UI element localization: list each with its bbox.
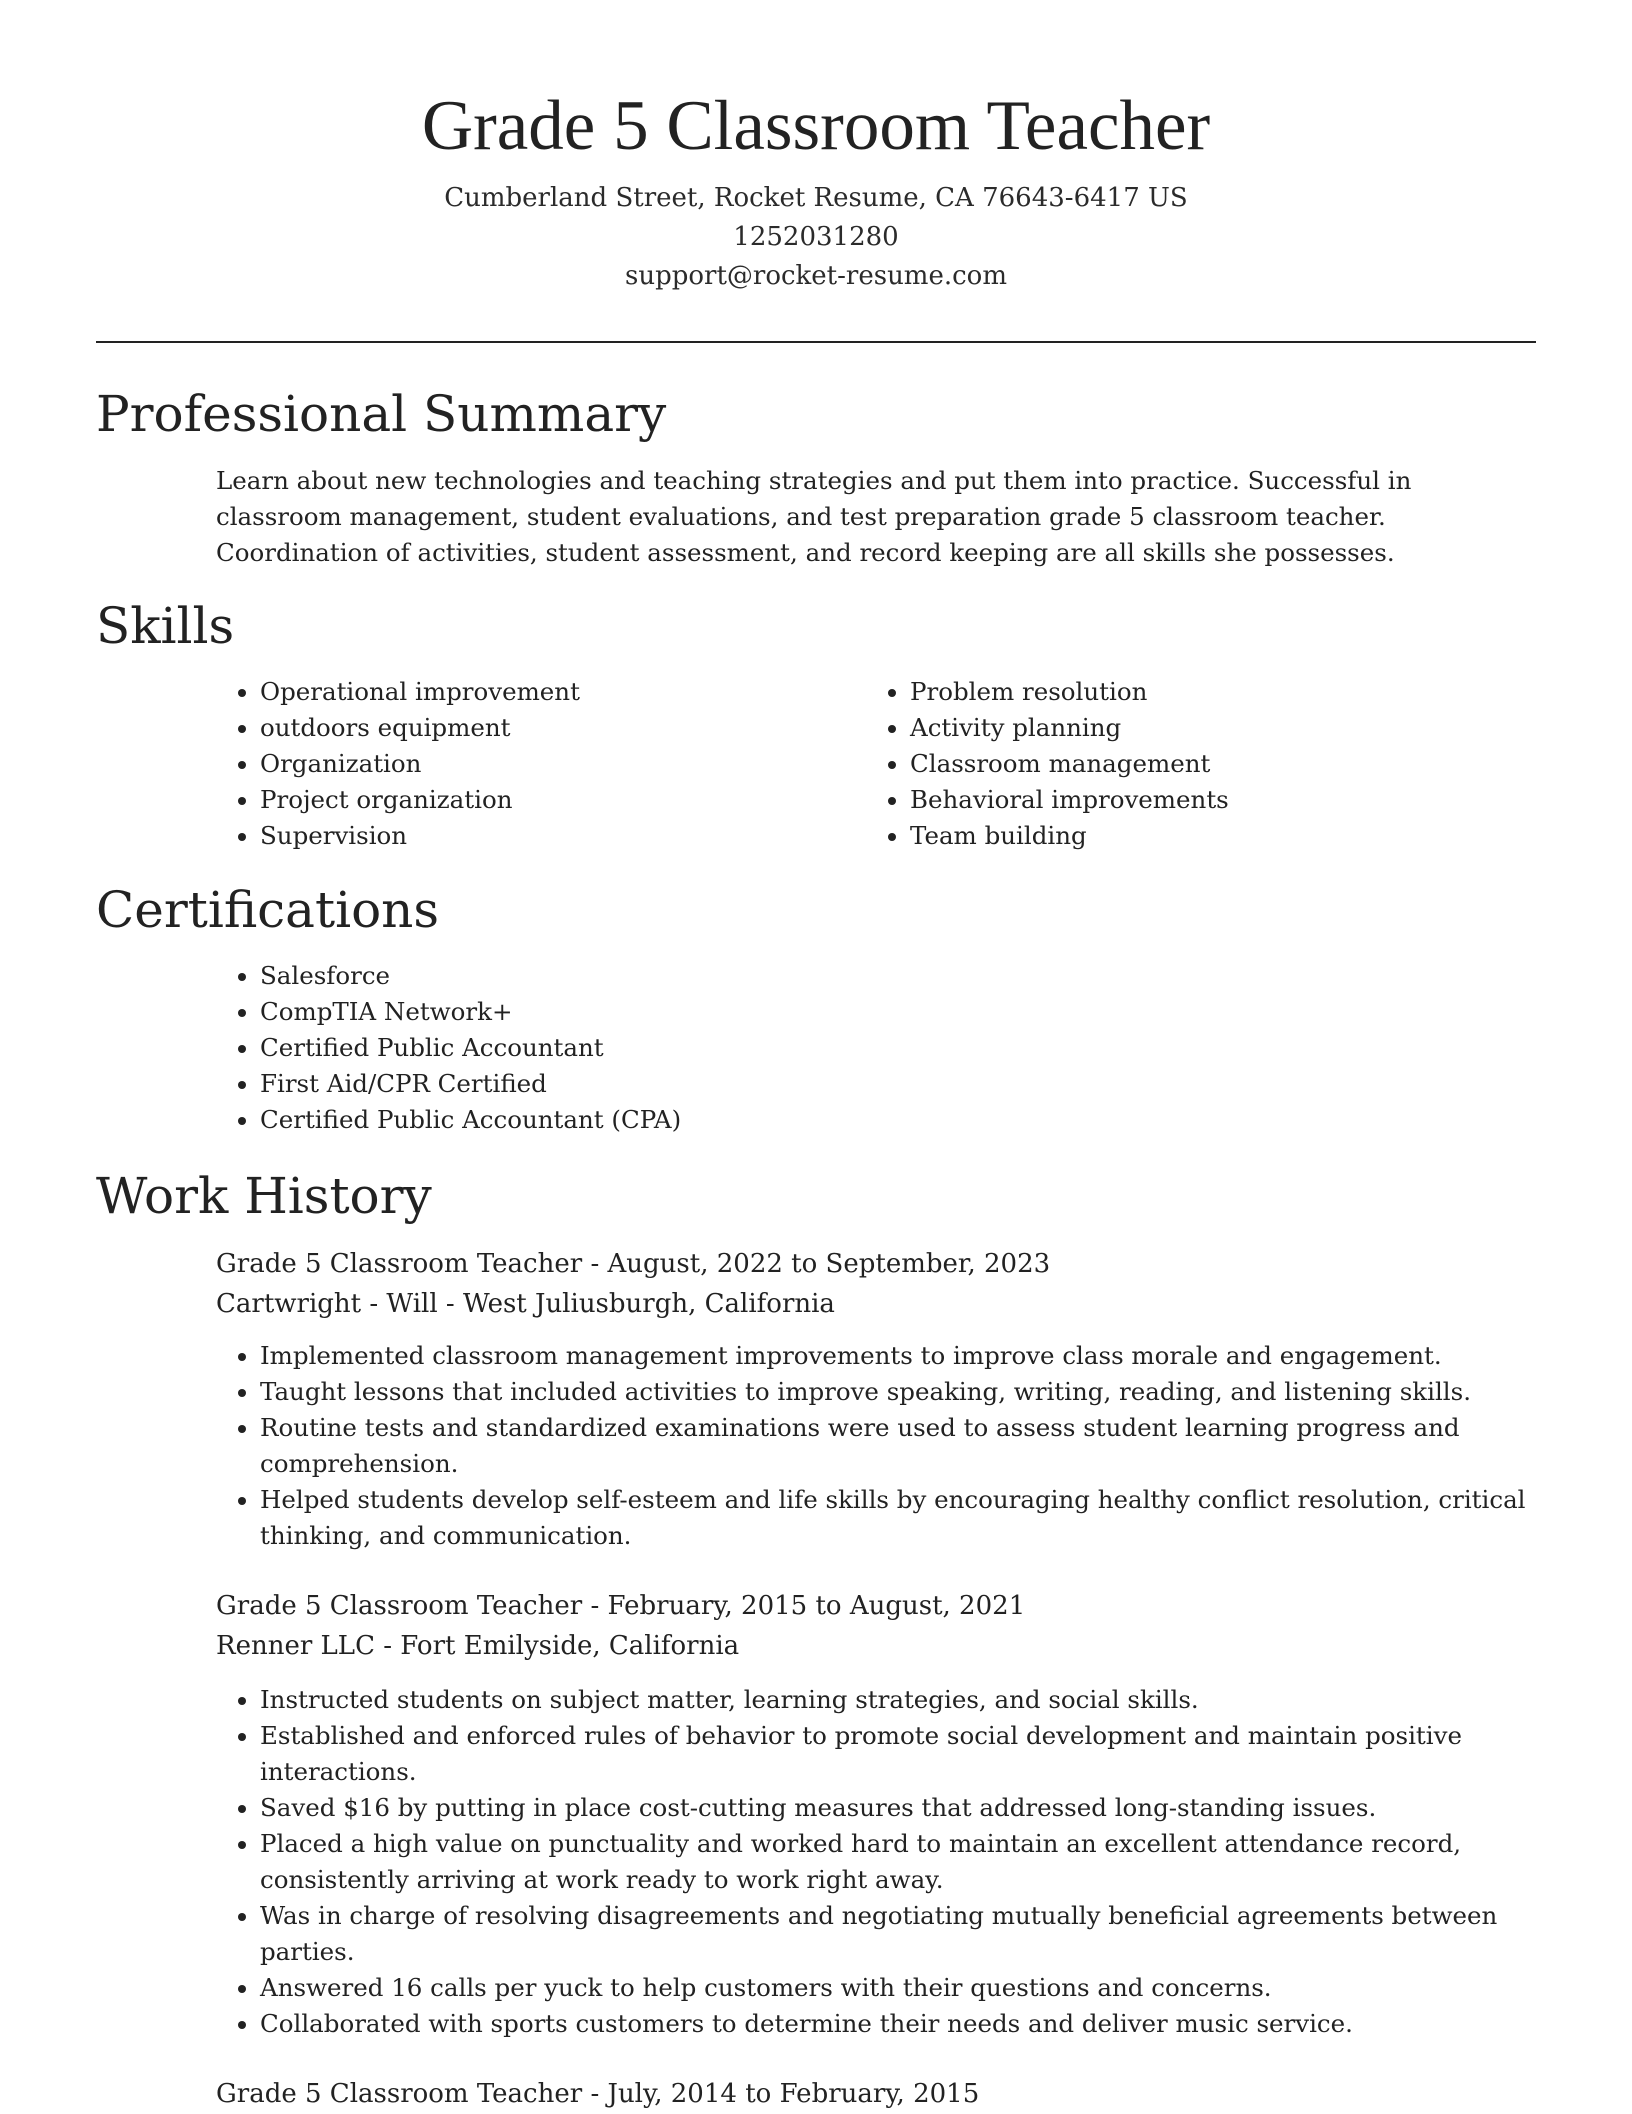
job-title-line: Grade 5 Classroom Teacher - August, 2022 to September, 2023 — [216, 1249, 1051, 1279]
certification-item: • Salesforce — [260, 958, 1260, 994]
summary-heading: Professional Summary — [96, 385, 667, 443]
work-history-heading: Work History — [96, 1167, 432, 1225]
skill-item: • Classroom management — [910, 746, 1510, 782]
job-title-line: Grade 5 Classroom Teacher - July, 2014 to February, 2015 — [216, 2079, 980, 2109]
skill-item: • Problem resolution — [910, 674, 1510, 710]
contact-email: support@rocket-resume.com — [624, 261, 1007, 291]
job-location: West Juliusburgh, California — [462, 1289, 835, 1319]
job-dates: August, 2022 to September, 2023 — [607, 1249, 1051, 1279]
job-bullets — [216, 1682, 1580, 2042]
skills-list-left — [216, 674, 860, 854]
job-bullet: • Implemented classroom management improvements to improve class morale and engagement. — [260, 1338, 1580, 1374]
candidate-name: Grade 5 Classroom Teacher — [421, 87, 1211, 165]
job-bullet: • Saved $16 by putting in place cost-cutting measures that addressed long-standing issues. — [260, 1790, 1580, 1826]
certification-item: • First Aid/CPR Certified — [260, 1066, 1260, 1102]
header-divider — [96, 341, 1536, 343]
skill-item: • Team building — [910, 818, 1510, 854]
job-bullets — [216, 1338, 1580, 1554]
job-bullet: • Collaborated with sports customers to determine their needs and deliver music service. — [260, 2006, 1580, 2042]
job-company: Cartwright - Will — [216, 1289, 438, 1319]
job-title: Grade 5 Classroom Teacher — [216, 1249, 583, 1279]
skill-item: • outdoors equipment — [260, 710, 860, 746]
resume-header — [0, 78, 1632, 296]
skill-item: • Operational improvement — [260, 674, 860, 710]
job-dates: February, 2015 to August, 2021 — [607, 1591, 1026, 1621]
skill-item: • Organization — [260, 746, 860, 782]
certifications-list — [216, 958, 1260, 1138]
job-bullet: • Taught lessons that included activities to improve speaking, writing, reading, and listening skills. — [260, 1374, 1580, 1410]
job-title: Grade 5 Classroom Teacher — [216, 1591, 583, 1621]
job-title: Grade 5 Classroom Teacher — [216, 2079, 583, 2109]
job-bullet: • Answered 16 calls per yuck to help customers with their questions and concerns. — [260, 1970, 1580, 2006]
skills-heading: Skills — [96, 597, 235, 655]
skill-item: • Supervision — [260, 818, 860, 854]
skills-list-right — [866, 674, 1510, 854]
certification-item: • Certified Public Accountant — [260, 1030, 1260, 1066]
job-bullet: • Placed a high value on punctuality and worked hard to maintain an excellent attendance record, consistently arriving at work ready to work right away. — [260, 1826, 1580, 1898]
job-bullet: • Was in charge of resolving disagreements and negotiating mutually beneficial agreements between parties. — [260, 1898, 1580, 1970]
job-company-line: Renner LLC - Fort Emilyside, California — [216, 1631, 740, 1661]
job-bullet: • Helped students develop self-esteem and life skills by encouraging healthy conflict resolution, critical thinking, and communication. — [260, 1482, 1580, 1554]
job-title-line: Grade 5 Classroom Teacher - February, 2015 to August, 2021 — [216, 1591, 1026, 1621]
job-company: Renner LLC — [216, 1631, 375, 1661]
job-location: Fort Emilyside, California — [400, 1631, 740, 1661]
job-bullet: • Instructed students on subject matter, learning strategies, and social skills. — [260, 1682, 1580, 1718]
skill-item: • Behavioral improvements — [910, 782, 1510, 818]
certifications-heading: Certifications — [96, 881, 440, 939]
contact-address: Cumberland Street, Rocket Resume, CA 76643-6417 US — [444, 183, 1188, 213]
contact-phone: 1252031280 — [733, 222, 899, 252]
skill-item: • Project organization — [260, 782, 860, 818]
skill-item: • Activity planning — [910, 710, 1510, 746]
summary-text: Learn about new technologies and teaching strategies and put them into practice. Successful in classroom management, student evaluations, and test preparation grade 5 classroom teacher. Coordination of activities, student assessment, and record keeping are all skills she possesses. — [216, 466, 1412, 567]
job-bullet: • Established and enforced rules of behavior to promote social development and maintain positive interactions. — [260, 1718, 1580, 1790]
job-bullet: • Routine tests and standardized examinations were used to assess student learning progress and comprehension. — [260, 1410, 1580, 1482]
certification-item: • CompTIA Network+ — [260, 994, 1260, 1030]
certification-item: • Certified Public Accountant (CPA) — [260, 1102, 1260, 1138]
job-dates: July, 2014 to February, 2015 — [607, 2079, 980, 2109]
job-company-line: Cartwright - Will - West Juliusburgh, California — [216, 1289, 835, 1319]
